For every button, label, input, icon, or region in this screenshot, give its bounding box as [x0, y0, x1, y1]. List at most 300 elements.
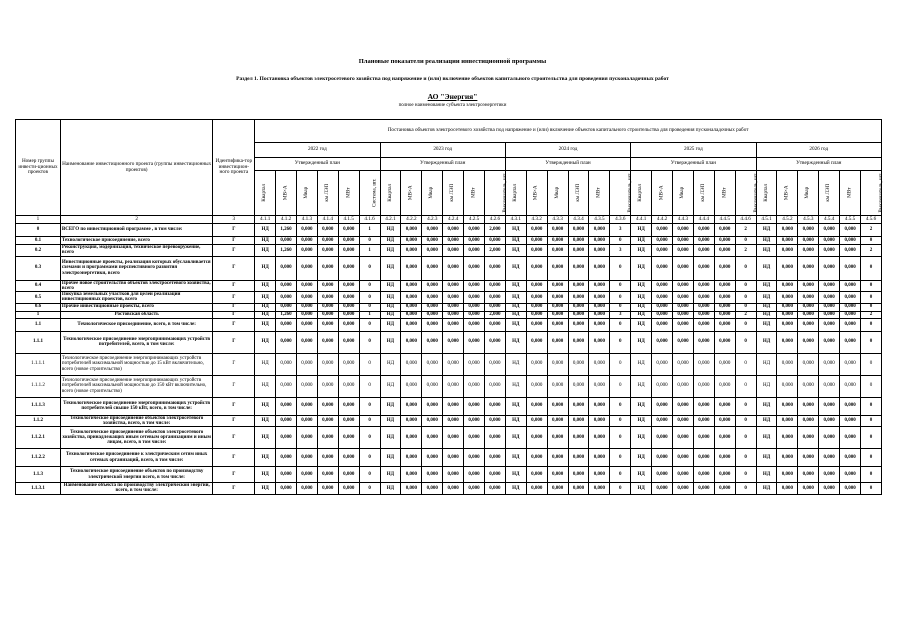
row-value: 0,000	[526, 311, 547, 318]
row-value: 0,000	[547, 237, 568, 245]
row-value: 1	[359, 245, 380, 257]
row-value: 0	[735, 483, 756, 495]
row-value: 0	[359, 237, 380, 245]
row-value: 0,000	[338, 353, 359, 375]
row-value: 0,000	[443, 245, 464, 257]
row-value: НД	[631, 331, 652, 353]
row-value: 0,000	[484, 280, 505, 292]
row-name: Технологическое присоединение энергопринимающих устройств потребителей максимальной мощностью до 15 кВт включительно, всего (новое строительство)	[60, 353, 213, 375]
row-value: 0,000	[526, 280, 547, 292]
row-value: НД	[255, 467, 276, 483]
row-id: Г	[213, 375, 255, 397]
row-value: 0,000	[819, 280, 840, 292]
row-value: 0,000	[422, 237, 443, 245]
row-value: 0,000	[401, 427, 422, 449]
row-id: Г	[213, 303, 255, 311]
row-value: 0,000	[693, 427, 714, 449]
row-value: НД	[505, 318, 526, 331]
row-value: 0	[735, 237, 756, 245]
row-name: Технологическое присоединение объектов по производству электрической энергии всего, в том числе:	[60, 467, 213, 483]
row-value: 0,000	[464, 375, 485, 397]
row-value: 0,000	[777, 331, 798, 353]
row-value: 0,000	[547, 375, 568, 397]
row-id: Г	[213, 483, 255, 495]
row-value: 0,000	[568, 375, 589, 397]
unit-header	[484, 171, 509, 216]
row-value: 0,000	[819, 483, 840, 495]
row-value: 0,000	[714, 303, 735, 311]
row-value: 0,000	[589, 375, 610, 397]
row-value: НД	[380, 427, 401, 449]
row-value: НД	[631, 375, 652, 397]
row-value: 0,000	[296, 224, 317, 237]
row-value: 1	[359, 311, 380, 318]
page-title: Плановые показатели реализации инвестиционной программы	[358, 58, 547, 65]
row-value: 0,000	[568, 224, 589, 237]
row-value: 0	[610, 483, 631, 495]
row-value: 0,000	[840, 292, 861, 304]
row-value: 0,000	[317, 397, 338, 415]
row-value: 0,000	[777, 427, 798, 449]
row-value: НД	[380, 415, 401, 427]
unit-label: МВ×А	[407, 185, 414, 201]
row-value: 0,000	[568, 483, 589, 495]
unit-label: Мвар	[428, 187, 435, 199]
row-value: 0,000	[464, 256, 485, 280]
row-value: 0,000	[589, 303, 610, 311]
row-value: 0,000	[673, 224, 694, 237]
unit-header	[255, 171, 276, 216]
row-value: 0,000	[296, 318, 317, 331]
unit-label: Мвар	[679, 187, 686, 199]
unit-label: Квартал	[512, 184, 519, 202]
row-value: 0,000	[673, 397, 694, 415]
column-number: 4.2.6	[484, 216, 505, 224]
row-value: 0	[861, 256, 882, 280]
column-number: 4.3.2	[526, 216, 547, 224]
row-value: 0,000	[296, 237, 317, 245]
row-value: 0,000	[673, 318, 694, 331]
row-value: 0,000	[422, 280, 443, 292]
row-value: 0,000	[840, 415, 861, 427]
table-row	[16, 311, 882, 318]
row-value: 0,000	[798, 224, 819, 237]
row-value: НД	[505, 245, 526, 257]
row-value: 0,000	[401, 245, 422, 257]
row-value: 0,000	[798, 318, 819, 331]
column-number: 4.2.3	[422, 216, 443, 224]
row-value: 0	[359, 483, 380, 495]
column-number: 4.2.4	[443, 216, 464, 224]
row-value: 0,000	[652, 318, 673, 331]
header-group-title: Постановка объектов электросетевого хозяйства под напряжение и (или) включение объектов капитального строительства для проведения пусконаладочных работ	[255, 120, 882, 143]
row-value: 0,000	[464, 318, 485, 331]
row-value: 0	[610, 237, 631, 245]
row-value: 0,000	[526, 331, 547, 353]
row-value: 0	[735, 303, 756, 311]
row-value: 0,000	[547, 245, 568, 257]
column-number: 4.5.5	[840, 216, 861, 224]
row-value: 0,000	[777, 303, 798, 311]
table-row	[16, 318, 882, 331]
row-value: 0,000	[819, 303, 840, 311]
header-project-name: Наименование инвестиционного проекта (группы инвестиционных проектов)	[60, 120, 213, 216]
row-value: 0	[359, 292, 380, 304]
row-value: 0,000	[798, 353, 819, 375]
row-value: 0,000	[652, 292, 673, 304]
row-value: НД	[255, 375, 276, 397]
row-value: 0,000	[652, 237, 673, 245]
row-value: 0,000	[276, 415, 297, 427]
row-value: 0,000	[317, 224, 338, 237]
unit-label: Система, шт.	[371, 178, 378, 208]
row-value: 0	[359, 467, 380, 483]
row-id: Г	[213, 467, 255, 483]
row-value: 0,000	[422, 224, 443, 237]
row-value: 0,000	[401, 331, 422, 353]
row-value: 0,000	[547, 303, 568, 311]
row-value: 0,000	[714, 483, 735, 495]
unit-label: Выключатель, шт.	[627, 173, 634, 213]
row-value: НД	[631, 303, 652, 311]
row-id: Г	[213, 280, 255, 292]
row-value: НД	[505, 292, 526, 304]
row-value: 0	[735, 397, 756, 415]
row-number: 1.1.2.1	[16, 427, 61, 449]
row-value: 0,000	[819, 311, 840, 318]
row-value: 0,000	[276, 331, 297, 353]
row-value: 0,000	[798, 331, 819, 353]
row-value: 0,000	[526, 483, 547, 495]
row-name: Ростовская область	[60, 311, 213, 318]
row-value: 0,000	[840, 331, 861, 353]
row-value: 0,000	[338, 292, 359, 304]
row-value: 0,000	[401, 292, 422, 304]
row-value: НД	[756, 483, 777, 495]
row-value: 0,000	[568, 331, 589, 353]
row-value: НД	[505, 237, 526, 245]
row-value: НД	[255, 311, 276, 318]
row-value: 0,000	[693, 415, 714, 427]
row-value: 0,000	[652, 353, 673, 375]
row-value: 0,000	[443, 311, 464, 318]
row-value: 0	[359, 353, 380, 375]
row-value: 0,000	[401, 237, 422, 245]
row-value: 0,000	[296, 331, 317, 353]
row-value: НД	[505, 353, 526, 375]
row-value: 0,000	[840, 375, 861, 397]
unit-label: км ЛЭП	[324, 184, 331, 202]
row-value: 0,000	[777, 415, 798, 427]
row-value: 0,000	[840, 224, 861, 237]
row-value: 0,000	[714, 237, 735, 245]
row-value: 0,000	[714, 292, 735, 304]
row-number: 1.1.3.1	[16, 483, 61, 495]
row-value: НД	[756, 375, 777, 397]
row-value: 0,000	[296, 353, 317, 375]
unit-label: Квартал	[386, 184, 393, 202]
row-value: 0,000	[840, 397, 861, 415]
investment-table	[15, 119, 885, 495]
row-value: 0,000	[777, 375, 798, 397]
row-value: 0,000	[589, 331, 610, 353]
row-value: 0,000	[338, 311, 359, 318]
row-value: 0,000	[798, 375, 819, 397]
row-value: 0,000	[798, 483, 819, 495]
row-value: 0,000	[568, 449, 589, 467]
row-value: 0,000	[798, 415, 819, 427]
row-value: 0,000	[317, 303, 338, 311]
year-header: 2024 год	[505, 143, 630, 158]
row-value: 0,000	[693, 353, 714, 375]
row-value: 0,000	[819, 256, 840, 280]
row-value: 0,000	[338, 303, 359, 311]
row-value: 0	[861, 292, 882, 304]
row-number: 1.1.1.3	[16, 397, 61, 415]
company-caption: полное наименование субъекта электроэнергетики	[398, 103, 507, 108]
row-value: 0,000	[422, 245, 443, 257]
row-value: 0,000	[693, 224, 714, 237]
row-value: 0,000	[401, 256, 422, 280]
column-number: 4.1.4	[317, 216, 338, 224]
table-row	[16, 449, 882, 467]
row-value: 0	[735, 280, 756, 292]
column-number: 4.1.2	[276, 216, 297, 224]
row-value: 0,000	[276, 280, 297, 292]
row-value: 0,000	[464, 292, 485, 304]
row-value: 0,000	[714, 224, 735, 237]
row-value: 0,000	[526, 353, 547, 375]
row-id: Г	[213, 353, 255, 375]
row-value: 0,000	[589, 280, 610, 292]
table-row	[16, 245, 882, 257]
row-value: 0	[861, 375, 882, 397]
row-value: 2	[861, 224, 882, 237]
row-value: 0,000	[547, 292, 568, 304]
row-value: 0,000	[464, 331, 485, 353]
row-value: 0,000	[840, 280, 861, 292]
row-id: Г	[213, 292, 255, 304]
row-value: 0,000	[589, 292, 610, 304]
row-value: 0,000	[338, 318, 359, 331]
row-name: Реконструкция, модернизация, техническое перевооружение, всего	[60, 245, 213, 257]
row-value: 3	[610, 224, 631, 237]
row-value: 0	[861, 427, 882, 449]
row-value: НД	[255, 237, 276, 245]
row-value: 0,000	[819, 415, 840, 427]
row-value: 0	[861, 280, 882, 292]
unit-label: Квартал	[762, 184, 769, 202]
row-value: 0,000	[276, 427, 297, 449]
row-value: НД	[756, 280, 777, 292]
row-value: 0,000	[652, 311, 673, 318]
row-value: 0,000	[338, 331, 359, 353]
unit-label: МВ×А	[658, 185, 665, 201]
row-value: 0	[610, 467, 631, 483]
row-value: 0,000	[317, 467, 338, 483]
row-value: 0,000	[422, 375, 443, 397]
row-value: 0,000	[338, 280, 359, 292]
row-number: 1.1.2	[16, 415, 61, 427]
row-value: 0,000	[401, 303, 422, 311]
row-value: 0,000	[673, 237, 694, 245]
row-value: 0,000	[443, 331, 464, 353]
unit-label: МВ×А	[783, 185, 790, 201]
row-number: 0.3	[16, 256, 61, 280]
column-number: 4.4.1	[631, 216, 652, 224]
row-value: 0,000	[401, 449, 422, 467]
row-number: 0	[16, 224, 61, 237]
row-value: 0,000	[819, 427, 840, 449]
row-value: 0,000	[652, 397, 673, 415]
row-value: 2	[735, 245, 756, 257]
row-value: 0,000	[443, 303, 464, 311]
row-value: 0,000	[338, 397, 359, 415]
row-value: 0	[735, 292, 756, 304]
row-value: 0,000	[276, 303, 297, 311]
unit-header	[359, 171, 380, 216]
row-value: НД	[380, 280, 401, 292]
row-value: НД	[380, 331, 401, 353]
row-value: 0,000	[777, 353, 798, 375]
row-value: 0,000	[693, 280, 714, 292]
row-value: 0,000	[589, 311, 610, 318]
row-value: 1	[359, 224, 380, 237]
row-value: 0,000	[568, 397, 589, 415]
row-value: 0,000	[568, 303, 589, 311]
row-value: 0,000	[422, 449, 443, 467]
row-value: 0,000	[840, 449, 861, 467]
row-value: 0,000	[464, 427, 485, 449]
row-value: 0	[359, 331, 380, 353]
row-number: 0.4	[16, 280, 61, 292]
row-value: 0,000	[798, 467, 819, 483]
table-row	[16, 353, 882, 375]
row-value: 0,000	[443, 427, 464, 449]
row-value: 0,000	[819, 397, 840, 415]
row-value: 0,000	[401, 397, 422, 415]
row-number: 1.1.1	[16, 331, 61, 353]
row-value: НД	[756, 245, 777, 257]
row-value: 0,000	[673, 467, 694, 483]
row-value: 0,000	[568, 280, 589, 292]
row-value: 0,000	[422, 397, 443, 415]
row-name: Прочие инвестиционные проекты, всего	[60, 303, 213, 311]
row-value: 0,000	[484, 237, 505, 245]
row-value: 0,000	[276, 449, 297, 467]
row-value: 0	[610, 303, 631, 311]
year-header: 2026 год	[756, 143, 881, 158]
row-value: 0,000	[547, 280, 568, 292]
row-value: 0,000	[714, 245, 735, 257]
row-value: 0	[610, 415, 631, 427]
row-value: 0,000	[547, 311, 568, 318]
row-value: НД	[505, 375, 526, 397]
row-value: 0	[861, 237, 882, 245]
row-value: 0,000	[547, 318, 568, 331]
row-value: 0,000	[777, 237, 798, 245]
row-value: 0	[861, 353, 882, 375]
table-row	[16, 224, 882, 237]
row-value: 0	[735, 467, 756, 483]
column-number: 3	[213, 216, 255, 224]
row-value: 0,000	[443, 318, 464, 331]
row-value: 0,000	[547, 256, 568, 280]
row-value: НД	[380, 483, 401, 495]
row-value: 0,000	[422, 318, 443, 331]
row-value: 0,000	[464, 237, 485, 245]
row-value: 0,000	[422, 303, 443, 311]
unit-header	[547, 171, 568, 216]
row-value: 0,000	[652, 467, 673, 483]
row-value: 0	[359, 415, 380, 427]
row-value: 0,000	[652, 483, 673, 495]
row-value: 0	[359, 318, 380, 331]
row-value: 0	[861, 303, 882, 311]
table-row	[16, 397, 882, 415]
row-value: НД	[756, 353, 777, 375]
unit-label: МВ×А	[532, 185, 539, 201]
row-value: НД	[255, 292, 276, 304]
row-value: 0,000	[422, 331, 443, 353]
row-value: 0,000	[714, 256, 735, 280]
row-value: 0,000	[296, 292, 317, 304]
row-value: 0	[735, 256, 756, 280]
header-project-id: Идентифика-тор инвестицион-ного проекта	[213, 120, 255, 216]
row-value: НД	[631, 427, 652, 449]
plan-header: Утвержденный план	[756, 158, 881, 171]
row-value: НД	[380, 245, 401, 257]
row-value: 0,000	[547, 331, 568, 353]
row-value: 0	[735, 318, 756, 331]
row-value: 0,000	[484, 483, 505, 495]
row-number: 1	[16, 311, 61, 318]
row-value: НД	[505, 256, 526, 280]
row-value: 0,000	[693, 318, 714, 331]
row-value: НД	[756, 292, 777, 304]
row-value: 2	[861, 311, 882, 318]
row-value: 0,000	[714, 331, 735, 353]
row-value: 0,000	[714, 467, 735, 483]
row-value: 0,000	[819, 331, 840, 353]
row-value: 0,000	[422, 256, 443, 280]
row-value: 0,000	[338, 467, 359, 483]
unit-label: Мвар	[303, 187, 310, 199]
row-value: 0,000	[693, 483, 714, 495]
row-value: НД	[255, 427, 276, 449]
row-value: 0,000	[589, 256, 610, 280]
unit-header	[693, 171, 714, 216]
row-value: НД	[631, 353, 652, 375]
row-value: НД	[255, 303, 276, 311]
row-value: 0,000	[777, 397, 798, 415]
table-row	[16, 375, 882, 397]
row-value: 0,000	[464, 397, 485, 415]
row-value: 0	[735, 427, 756, 449]
row-value: 0,000	[484, 331, 505, 353]
unit-header	[443, 171, 464, 216]
column-number: 4.5.3	[798, 216, 819, 224]
row-value: НД	[756, 397, 777, 415]
row-value: 0,000	[568, 256, 589, 280]
row-value: НД	[255, 331, 276, 353]
row-value: 0,000	[276, 397, 297, 415]
row-value: 0,000	[296, 427, 317, 449]
column-number: 4.3.4	[568, 216, 589, 224]
row-value: 0,000	[422, 427, 443, 449]
row-value: 0	[359, 280, 380, 292]
row-value: НД	[505, 280, 526, 292]
